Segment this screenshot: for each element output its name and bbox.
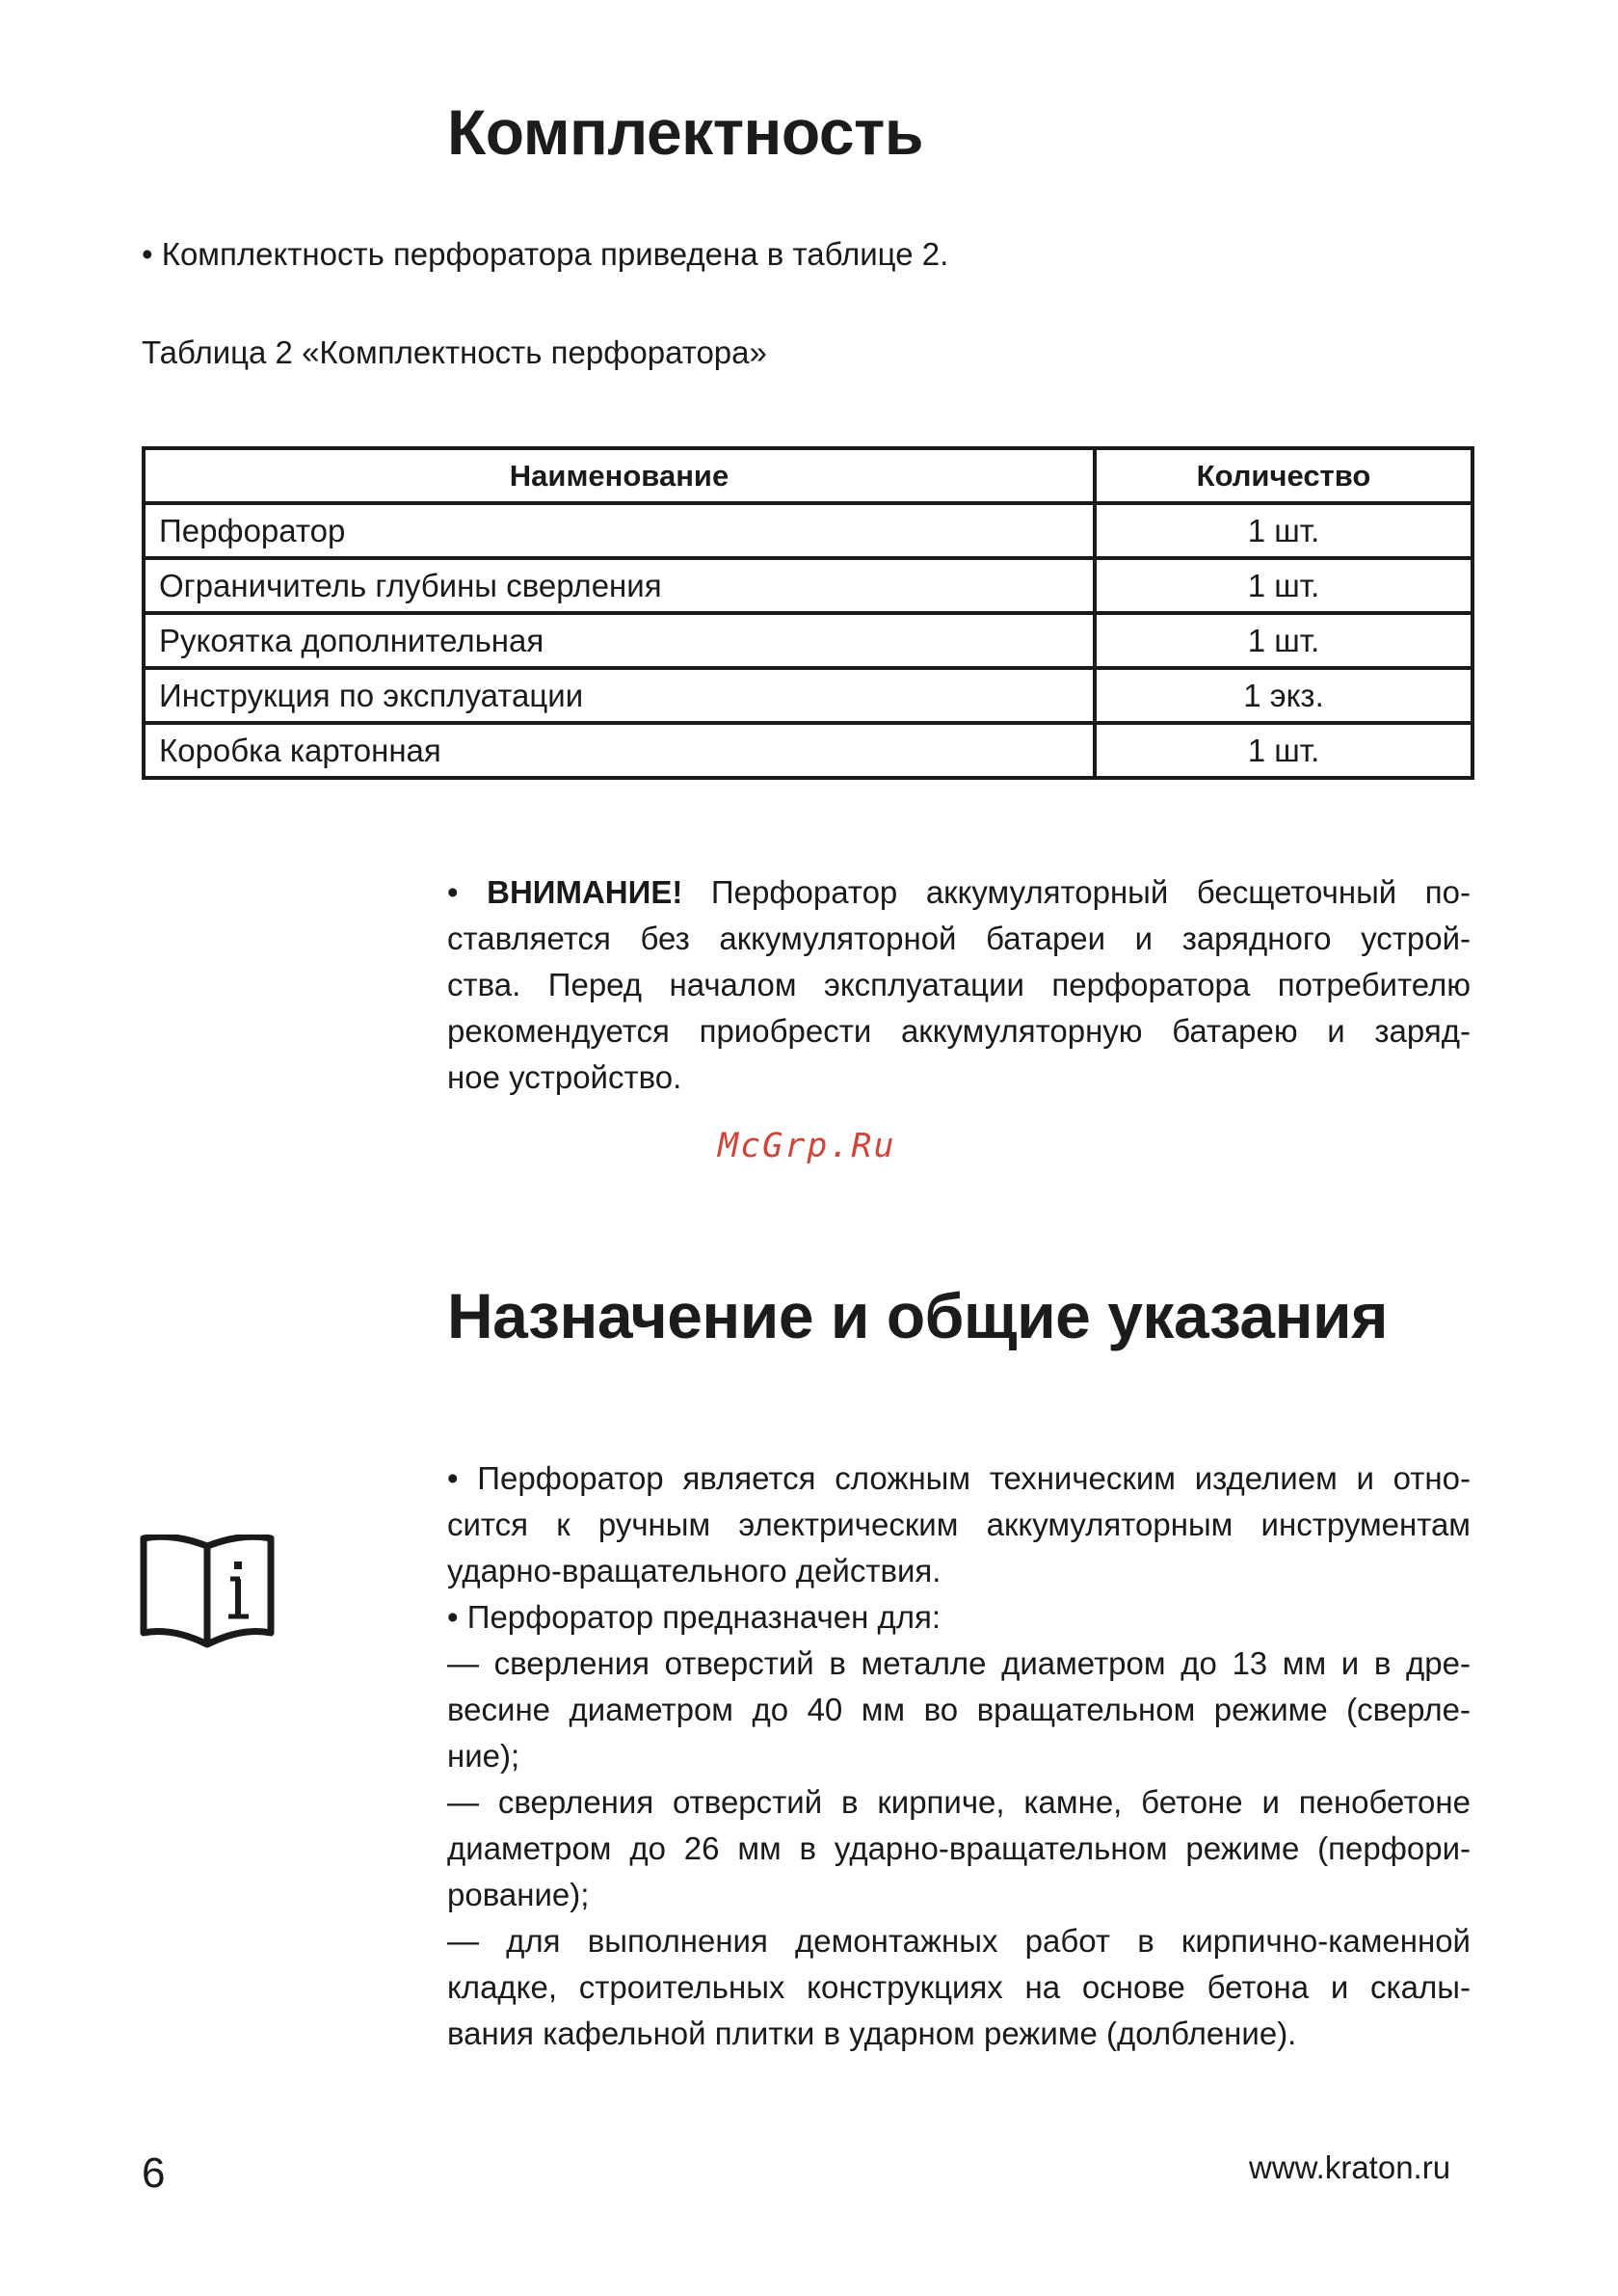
kit-intro: • Комплектность перфоратора приведена в таблице 2. [142, 236, 949, 272]
purpose-line: — сверления отверстий в металле диаметром до 13 мм и в дре- [447, 1645, 1471, 1681]
purpose-line: — для выполнения демонтажных работ в кирпично-каменной [447, 1923, 1471, 1959]
warning-line: рекомендуется приобрести аккумуляторную батарею и заряд- [447, 1013, 1471, 1049]
row-name: Инструкция по эксплуатации [144, 668, 1095, 723]
warning-label: ВНИМАНИЕ! [487, 874, 683, 910]
row-name: Перфоратор [144, 503, 1095, 558]
table-row [144, 668, 1472, 723]
warning-line: ставляется без аккумуляторной батареи и зарядного устрой- [447, 921, 1471, 956]
purpose-line: • Перфоратор предназначен для: [447, 1599, 942, 1635]
purpose-line: весине диаметром до 40 мм во вращательном режиме (сверле- [447, 1692, 1471, 1727]
warning-block [447, 869, 1471, 1101]
table-header-row [144, 448, 1472, 503]
row-qty: 1 экз. [1095, 668, 1472, 723]
purpose-line: диаметром до 26 мм в ударно-вращательном режиме (перфори- [447, 1830, 1471, 1866]
purpose-line: ние); [447, 1738, 520, 1774]
purpose-line: ударно-вращательного действия. [447, 1553, 942, 1589]
page-number: 6 [142, 2149, 166, 2197]
watermark: McGrp.Ru [718, 1127, 896, 1165]
warning-line: ства. Перед началом эксплуатации перфоратора потребителю [447, 967, 1471, 1002]
purpose-block [447, 1455, 1471, 2057]
book-info-icon [140, 1535, 275, 1650]
table-row [144, 558, 1472, 613]
table-row [144, 723, 1472, 778]
table-row [144, 613, 1472, 668]
section-title-kit: Комплектность [447, 96, 923, 168]
purpose-line: сится к ручным электрическим аккумуляторным инструментам [447, 1507, 1471, 1542]
table-row [144, 503, 1472, 558]
row-qty: 1 шт. [1095, 503, 1472, 558]
purpose-line: кладке, строительных конструкциях на основе бетона и скалы- [447, 1969, 1471, 2005]
warning-line: ное устройство. [447, 1059, 682, 1095]
purpose-line: вания кафельной плитки в ударном режиме (долбление). [447, 2016, 1297, 2051]
row-qty: 1 шт. [1095, 613, 1472, 668]
purpose-line: — сверления отверстий в кирпиче, камне, бетоне и пенобетоне [447, 1784, 1471, 1820]
purpose-line: • Перфоратор является сложным техническим изделием и отно- [447, 1460, 1471, 1496]
header-name: Наименование [144, 448, 1095, 503]
row-qty: 1 шт. [1095, 558, 1472, 613]
purpose-line: рование); [447, 1877, 590, 1912]
row-name: Ограничитель глубины сверления [144, 558, 1095, 613]
section-title-purpose: Назначение и общие указания [447, 1280, 1389, 1351]
website-link[interactable]: www.kraton.ru [1249, 2149, 1451, 2185]
row-qty: 1 шт. [1095, 723, 1472, 778]
row-name: Рукоятка дополнительная [144, 613, 1095, 668]
table-caption: Таблица 2 «Комплектность перфоратора» [142, 334, 767, 370]
row-name: Коробка картонная [144, 723, 1095, 778]
kit-table [142, 446, 1474, 780]
warning-line: • ВНИМАНИЕ! Перфоратор аккумуляторный бесщеточный по- [447, 874, 1471, 910]
header-qty: Количество [1095, 448, 1472, 503]
